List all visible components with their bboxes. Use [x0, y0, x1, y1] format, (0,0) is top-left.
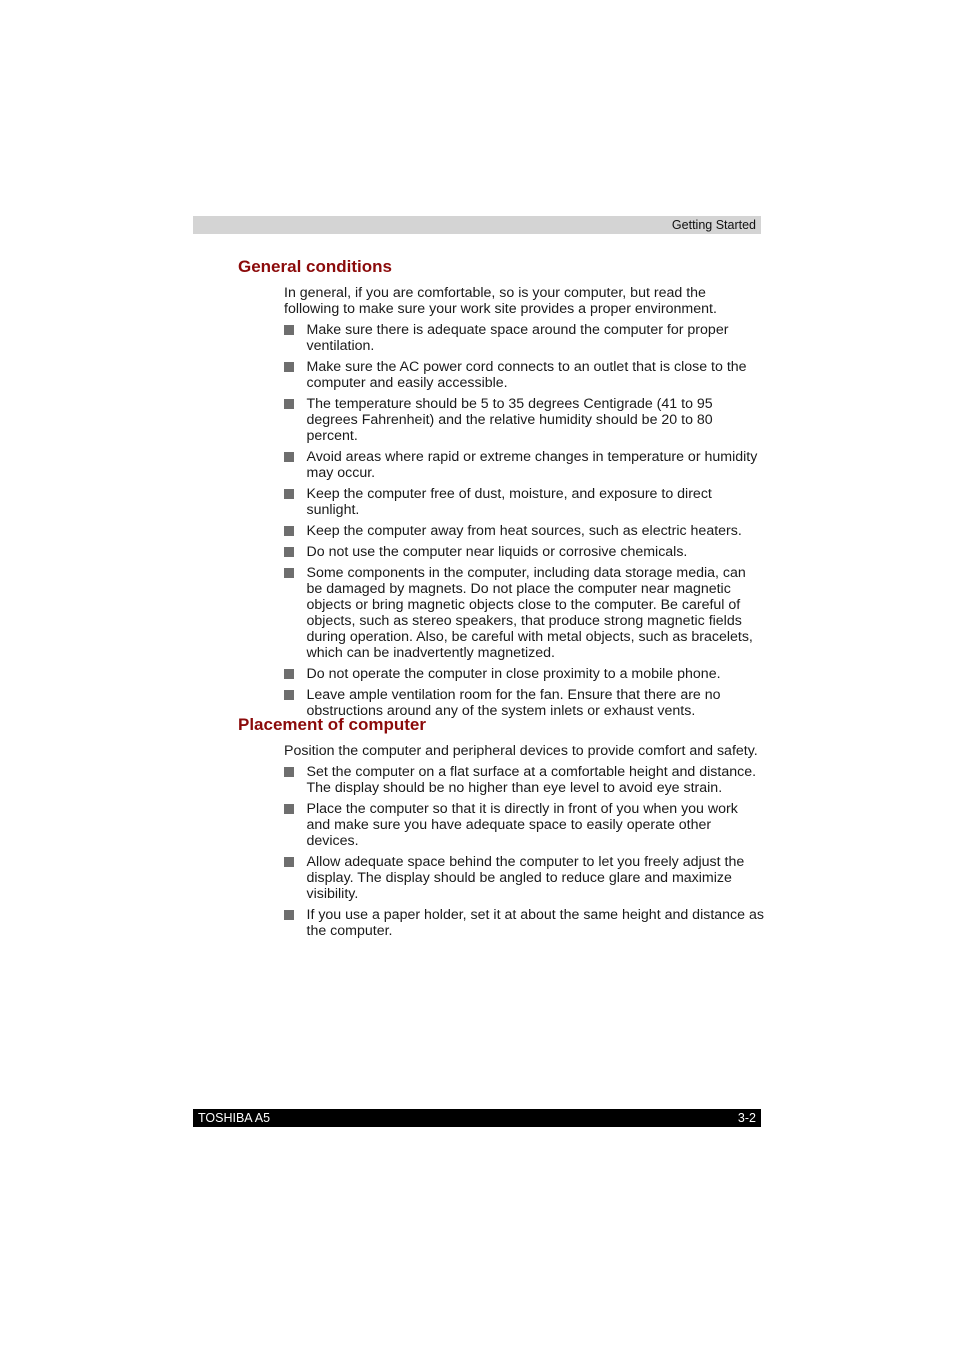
bullet-text: Place the computer so that it is directly in front of you when you work and make sure you have adequate space to easily operate other devices. [306, 801, 738, 849]
bullet-text: Make sure there is adequate space around the computer for proper ventilation. [306, 322, 729, 354]
bullet-text: The temperature should be 5 to 35 degrees Centigrade (41 to 95 degrees Fahrenheit) and the relative humidity should be 20 to 80 percent. [306, 396, 713, 444]
list-item [284, 666, 764, 682]
section-intro: Position the computer and peripheral devices to provide comfort and safety. [284, 743, 758, 759]
bullet-square-icon [284, 857, 294, 867]
bullet-text: Make sure the AC power cord connects to an outlet that is close to the computer and easily accessible. [306, 359, 747, 391]
bullet-square-icon [284, 804, 294, 814]
bullet-square-icon [284, 690, 294, 700]
list-item [284, 486, 764, 518]
bullet-text: Keep the computer away from heat sources, such as electric heaters. [306, 523, 742, 539]
product-name: TOSHIBA A5 [198, 1111, 271, 1125]
list-item [284, 544, 764, 560]
bullet-square-icon [284, 669, 294, 679]
bullet-text: Do not use the computer near liquids or corrosive chemicals. [306, 544, 688, 560]
section-heading-placement-of-computer: Placement of computer [238, 715, 426, 734]
list-item [284, 565, 764, 661]
list-item [284, 449, 764, 481]
page-number: 3-2 [737, 1111, 756, 1125]
list-item [284, 907, 764, 939]
bullet-square-icon [284, 767, 294, 777]
section-body-placement-of-computer [284, 743, 764, 944]
bullet-text: Some components in the computer, including data storage media, can be damaged by magnets. Do not place the computer near magnetic objects or bring magnetic objects close to the computer. Be careful of objects, such as stereo speakers, that produce strong magnetic fields during operation. Also, be careful with metal objects, such as bracelets, which can be inadvertently magnetized. [306, 565, 753, 661]
bullet-square-icon [284, 910, 294, 920]
list-item [284, 396, 764, 444]
bullet-text: Set the computer on a flat surface at a comfortable height and distance. The display should be no higher than eye level to avoid eye strain. [306, 764, 757, 796]
chapter-title: Getting Started [671, 218, 756, 232]
page-footer [193, 1109, 761, 1127]
section-body-general-conditions [284, 285, 764, 724]
bullet-text: Leave ample ventilation room for the fan. Ensure that there are no obstructions around any of the system inlets or exhaust vents. [306, 687, 721, 719]
bullet-square-icon [284, 568, 294, 578]
bullet-text: Keep the computer free of dust, moisture, and exposure to direct sunlight. [306, 486, 712, 518]
list-item [284, 322, 764, 354]
bullet-square-icon [284, 399, 294, 409]
bullet-list [284, 322, 764, 719]
list-item [284, 854, 764, 902]
bullet-square-icon [284, 362, 294, 372]
section-heading-general-conditions: General conditions [238, 257, 392, 276]
list-item [284, 523, 764, 539]
bullet-list [284, 764, 764, 939]
list-item [284, 801, 764, 849]
section-intro: In general, if you are comfortable, so is your computer, but read the following to make sure your work site provides a proper environment. [284, 285, 717, 317]
bullet-square-icon [284, 452, 294, 462]
bullet-text: Avoid areas where rapid or extreme changes in temperature or humidity may occur. [306, 449, 758, 481]
list-item [284, 359, 764, 391]
bullet-square-icon [284, 547, 294, 557]
bullet-text: Allow adequate space behind the computer to let you freely adjust the display. The display should be angled to reduce glare and maximize visibility. [306, 854, 745, 902]
bullet-text: If you use a paper holder, set it at about the same height and distance as the computer. [306, 907, 764, 939]
bullet-square-icon [284, 325, 294, 335]
bullet-text: Do not operate the computer in close proximity to a mobile phone. [306, 666, 721, 682]
running-header [193, 216, 761, 234]
list-item [284, 764, 764, 796]
bullet-square-icon [284, 489, 294, 499]
bullet-square-icon [284, 526, 294, 536]
